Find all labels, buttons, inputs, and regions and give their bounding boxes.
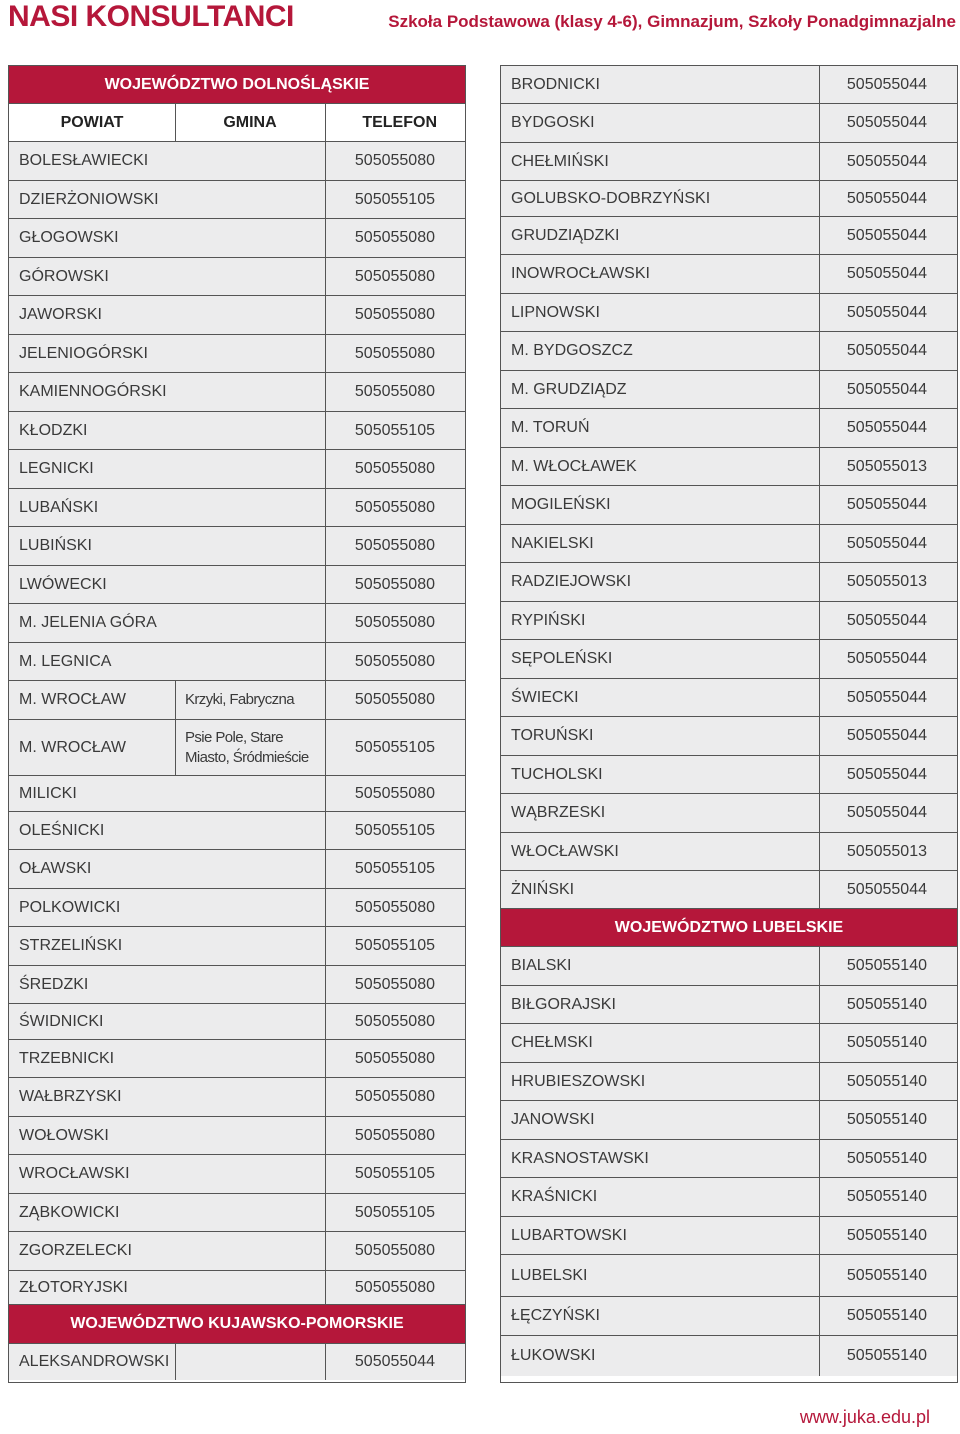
region-header-dolnoslaskie	[9, 66, 465, 104]
table-row	[9, 566, 465, 604]
powiat-name: M. LEGNICA	[19, 652, 112, 670]
table-row	[9, 966, 465, 1004]
powiat-name: LWÓWECKI	[19, 575, 107, 593]
powiat-name: KRAŚNICKI	[511, 1188, 598, 1205]
page-subtitle: Szkoła Podstawowa (klasy 4-6), Gimnazjum, Szkoły Ponadgimnazjalne	[388, 12, 956, 31]
phone-number: 505055140	[846, 1072, 927, 1090]
phone-number: 505055080	[354, 460, 435, 477]
powiat-name: ŚREDZKI	[19, 975, 89, 993]
table-row	[501, 1336, 957, 1376]
powiat-name: ŚWIDNICKI	[19, 1012, 104, 1030]
table-row	[501, 525, 957, 563]
powiat-name: OLEŚNICKI	[19, 821, 105, 839]
phone-number: 505055044	[846, 75, 927, 93]
phone-number: 505055140	[846, 1111, 927, 1128]
left-table	[8, 65, 466, 1383]
table-row	[501, 332, 957, 371]
powiat-name: KAMIENNOGÓRSKI	[19, 383, 167, 400]
phone-number: 505055080	[354, 537, 435, 554]
phone-number: 505055140	[846, 957, 927, 974]
powiat-name: M. BYDGOSZCZ	[511, 342, 633, 359]
powiat-name: ALEKSANDROWSKI	[19, 1353, 170, 1370]
phone-number: 505055105	[354, 821, 435, 839]
table-row	[501, 448, 957, 486]
powiat-name: WROCŁAWSKI	[19, 1165, 130, 1182]
powiat-name: LUBARTOWSKI	[511, 1226, 627, 1244]
phone-number: 505055044	[846, 114, 927, 131]
powiat-name: BIŁGORAJSKI	[511, 995, 616, 1013]
phone-number: 505055044	[846, 265, 927, 282]
powiat-name: HRUBIESZOWSKI	[511, 1072, 646, 1090]
table-row	[9, 604, 465, 643]
powiat-name: ZŁOTORYJSKI	[19, 1278, 128, 1296]
phone-number: 505055013	[846, 842, 927, 860]
phone-number: 505055080	[354, 306, 435, 323]
phone-number: 505055140	[846, 1266, 927, 1284]
table-row	[501, 1140, 957, 1178]
phone-number: 505055080	[354, 152, 435, 169]
powiat-name: M. JELENIA GÓRA	[19, 614, 157, 631]
phone-number: 505055105	[354, 1165, 435, 1182]
table-row	[501, 986, 957, 1024]
phone-number: 505055080	[354, 614, 435, 631]
powiat-name: DZIERŻONIOWSKI	[19, 190, 159, 208]
powiat-name: RYPIŃSKI	[511, 611, 586, 629]
phone-number: 505055080	[354, 898, 435, 916]
phone-number: 505055044	[846, 688, 927, 706]
phone-number: 505055080	[354, 575, 435, 593]
table-row	[501, 640, 957, 679]
powiat-name: JELENIOGÓRSKI	[19, 344, 148, 362]
table-row	[9, 412, 465, 450]
powiat-name: LEGNICKI	[19, 460, 94, 477]
powiat-name: WŁOCŁAWSKI	[511, 842, 619, 860]
powiat-name: GŁOGOWSKI	[19, 229, 119, 246]
table-row	[501, 255, 957, 294]
table-row	[9, 1271, 465, 1305]
powiat-name: GRUDZIĄDZKI	[511, 226, 620, 244]
page-title: NASI KONSULTANCI	[8, 0, 294, 33]
phone-number: 505055140	[846, 1034, 927, 1051]
table-row	[9, 1004, 465, 1040]
powiat-name: STRZELIŃSKI	[19, 937, 123, 954]
table-row	[9, 776, 465, 812]
table-row	[9, 296, 465, 335]
column-header-row	[9, 104, 465, 142]
powiat-name: BOLESŁAWIECKI	[19, 152, 149, 169]
table-row	[9, 1078, 465, 1117]
gmina-name: Psie Pole, Stare Miasto, Śródmieście	[185, 729, 309, 766]
phone-number: 505055080	[354, 1126, 435, 1144]
powiat-name: M. WROCŁAW	[19, 691, 126, 708]
table-row	[9, 1040, 465, 1078]
powiat-name: ŚWIECKI	[511, 688, 579, 706]
table-row	[501, 717, 957, 756]
powiat-name: ŁUKOWSKI	[511, 1347, 596, 1364]
powiat-name: WAŁBRZYSKI	[19, 1088, 122, 1105]
powiat-name: JAWORSKI	[19, 306, 102, 323]
phone-number: 505055013	[846, 457, 927, 475]
powiat-name: ZGORZELECKI	[19, 1242, 132, 1259]
powiat-name: BYDGOSKI	[511, 114, 595, 131]
table-row	[9, 142, 465, 181]
phone-number: 505055044	[846, 380, 927, 398]
phone-number: 505055044	[846, 534, 927, 552]
phone-number: 505055140	[846, 1149, 927, 1167]
powiat-name: TUCHOLSKI	[511, 765, 603, 783]
table-row	[9, 1344, 465, 1380]
phone-number: 505055080	[354, 975, 435, 993]
phone-number: 505055044	[846, 650, 927, 667]
phone-number: 505055080	[354, 1088, 435, 1105]
phone-number: 505055080	[354, 383, 435, 400]
phone-number: 505055080	[354, 691, 435, 708]
table-row	[501, 1217, 957, 1255]
powiat-name: M. GRUDZIĄDZ	[511, 380, 627, 398]
table-row	[9, 373, 465, 412]
powiat-name: GÓROWSKI	[19, 267, 109, 285]
powiat-name: ŁĘCZYŃSKI	[511, 1307, 600, 1324]
phone-number: 505055044	[354, 1353, 435, 1370]
table-row	[9, 489, 465, 527]
phone-number: 505055080	[354, 498, 435, 516]
table-row	[9, 681, 465, 720]
powiat-name: MOGILEŃSKI	[511, 496, 611, 513]
powiat-name: BRODNICKI	[511, 75, 600, 93]
powiat-name: GOLUBSKO-DOBRZYŃSKI	[511, 189, 711, 207]
table-row	[501, 1297, 957, 1336]
powiat-name: NAKIELSKI	[511, 534, 594, 552]
phone-number: 505055044	[846, 189, 927, 207]
phone-number: 505055105	[354, 190, 435, 208]
column-header-gmina: GMINA	[223, 113, 277, 131]
phone-number: 505055140	[846, 1307, 927, 1324]
gmina-name: Krzyki, Fabryczna	[185, 691, 294, 709]
website-link[interactable]: www.juka.edu.pl	[799, 1407, 930, 1427]
table-row	[501, 602, 957, 640]
powiat-name: JANOWSKI	[511, 1111, 595, 1128]
phone-number: 505055105	[354, 1203, 435, 1221]
phone-number: 505055044	[846, 765, 927, 783]
table-row	[9, 219, 465, 258]
table-row	[9, 181, 465, 219]
table-row	[9, 450, 465, 489]
powiat-name: LUBELSKI	[511, 1266, 588, 1284]
powiat-name: MILICKI	[19, 784, 77, 802]
powiat-name: KŁODZKI	[19, 421, 88, 439]
table-row	[501, 947, 957, 986]
column-divider	[175, 1344, 176, 1380]
table-row	[501, 1255, 957, 1297]
phone-number: 505055140	[846, 1188, 927, 1205]
powiat-name: WOŁOWSKI	[19, 1126, 109, 1144]
table-row	[9, 720, 465, 776]
powiat-name: ŻNIŃSKI	[511, 880, 575, 898]
powiat-name: M. WROCŁAW	[19, 738, 126, 756]
table-row	[501, 371, 957, 409]
right-table	[500, 65, 958, 1383]
table-row	[501, 871, 957, 909]
powiat-name: M. WŁOCŁAWEK	[511, 457, 637, 475]
table-row	[9, 1194, 465, 1232]
phone-number: 505055080	[354, 652, 435, 670]
table-row	[501, 563, 957, 602]
phone-number: 505055080	[354, 1012, 435, 1030]
phone-number: 505055013	[846, 573, 927, 590]
table-row	[501, 794, 957, 833]
table-row	[9, 1155, 465, 1194]
table-row	[9, 927, 465, 966]
powiat-name: RADZIEJOWSKI	[511, 573, 632, 590]
phone-number: 505055105	[354, 421, 435, 439]
table-row	[501, 66, 957, 104]
phone-number: 505055044	[846, 342, 927, 359]
phone-number: 505055044	[846, 727, 927, 744]
phone-number: 505055044	[846, 804, 927, 821]
region-header-lubelskie	[501, 909, 957, 947]
table-row	[9, 258, 465, 296]
page-header	[0, 0, 960, 40]
phone-number: 505055080	[354, 344, 435, 362]
region-title: WOJEWÓDZTWO KUJAWSKO-POMORSKIE	[70, 1315, 404, 1332]
phone-number: 505055080	[354, 267, 435, 285]
powiat-name: CHEŁMIŃSKI	[511, 152, 609, 170]
phone-number: 505055044	[846, 226, 927, 244]
table-row	[501, 104, 957, 143]
table-row	[9, 335, 465, 373]
table-row	[501, 294, 957, 332]
phone-number: 505055140	[846, 1226, 927, 1244]
phone-number: 505055080	[354, 1242, 435, 1259]
region-header-kujawsko-pomorskie	[9, 1305, 465, 1344]
powiat-name: WĄBRZESKI	[511, 804, 606, 821]
powiat-name: M. TORUŃ	[511, 419, 590, 436]
phone-number: 505055140	[846, 995, 927, 1013]
powiat-name: ZĄBKOWICKI	[19, 1203, 120, 1221]
phone-number: 505055080	[354, 784, 435, 802]
table-row	[501, 1063, 957, 1101]
table-row	[501, 679, 957, 717]
phone-number: 505055105	[354, 937, 435, 954]
phone-number: 505055044	[846, 496, 927, 513]
phone-number: 505055044	[846, 611, 927, 629]
table-row	[501, 409, 957, 448]
phone-number: 505055080	[354, 1278, 435, 1296]
powiat-name: OŁAWSKI	[19, 860, 92, 877]
powiat-name: LIPNOWSKI	[511, 303, 600, 321]
region-title: WOJEWÓDZTWO DOLNOŚLĄSKIE	[104, 75, 370, 93]
powiat-name: KRASNOSTAWSKI	[511, 1149, 649, 1167]
table-row	[501, 756, 957, 794]
powiat-name: POLKOWICKI	[19, 898, 121, 916]
phone-number: 505055044	[846, 152, 927, 170]
table-row	[501, 143, 957, 181]
table-row	[9, 850, 465, 889]
table-row	[501, 217, 957, 255]
region-title: WOJEWÓDZTWO LUBELSKIE	[614, 918, 844, 936]
table-row	[9, 1117, 465, 1155]
phone-number: 505055044	[846, 880, 927, 898]
table-row	[9, 812, 465, 850]
powiat-name: SĘPOLEŃSKI	[511, 650, 613, 667]
powiat-name: LUBIŃSKI	[19, 537, 92, 554]
table-row	[501, 1024, 957, 1063]
powiat-name: TORUŃSKI	[511, 727, 594, 744]
table-row	[501, 1178, 957, 1217]
powiat-name: LUBAŃSKI	[19, 498, 99, 516]
table-row	[9, 527, 465, 566]
powiat-name: TRZEBNICKI	[19, 1049, 115, 1067]
column-header-telefon: TELEFON	[362, 113, 437, 131]
column-header-powiat: POWIAT	[60, 113, 124, 131]
table-row	[501, 486, 957, 525]
table-row	[9, 1232, 465, 1271]
table-row	[9, 643, 465, 681]
powiat-name: BIALSKI	[511, 957, 572, 974]
phone-number: 505055080	[354, 1049, 435, 1067]
table-row	[9, 889, 465, 927]
table-row	[501, 181, 957, 217]
phone-number: 505055105	[354, 860, 435, 877]
phone-number: 505055105	[354, 738, 435, 756]
table-row	[501, 1101, 957, 1140]
powiat-name: INOWROCŁAWSKI	[511, 265, 650, 282]
phone-number: 505055080	[354, 229, 435, 246]
phone-number: 505055044	[846, 419, 927, 436]
table-row	[501, 833, 957, 871]
phone-number: 505055140	[846, 1347, 927, 1364]
powiat-name: CHEŁMSKI	[511, 1034, 593, 1051]
phone-number: 505055044	[846, 303, 927, 321]
